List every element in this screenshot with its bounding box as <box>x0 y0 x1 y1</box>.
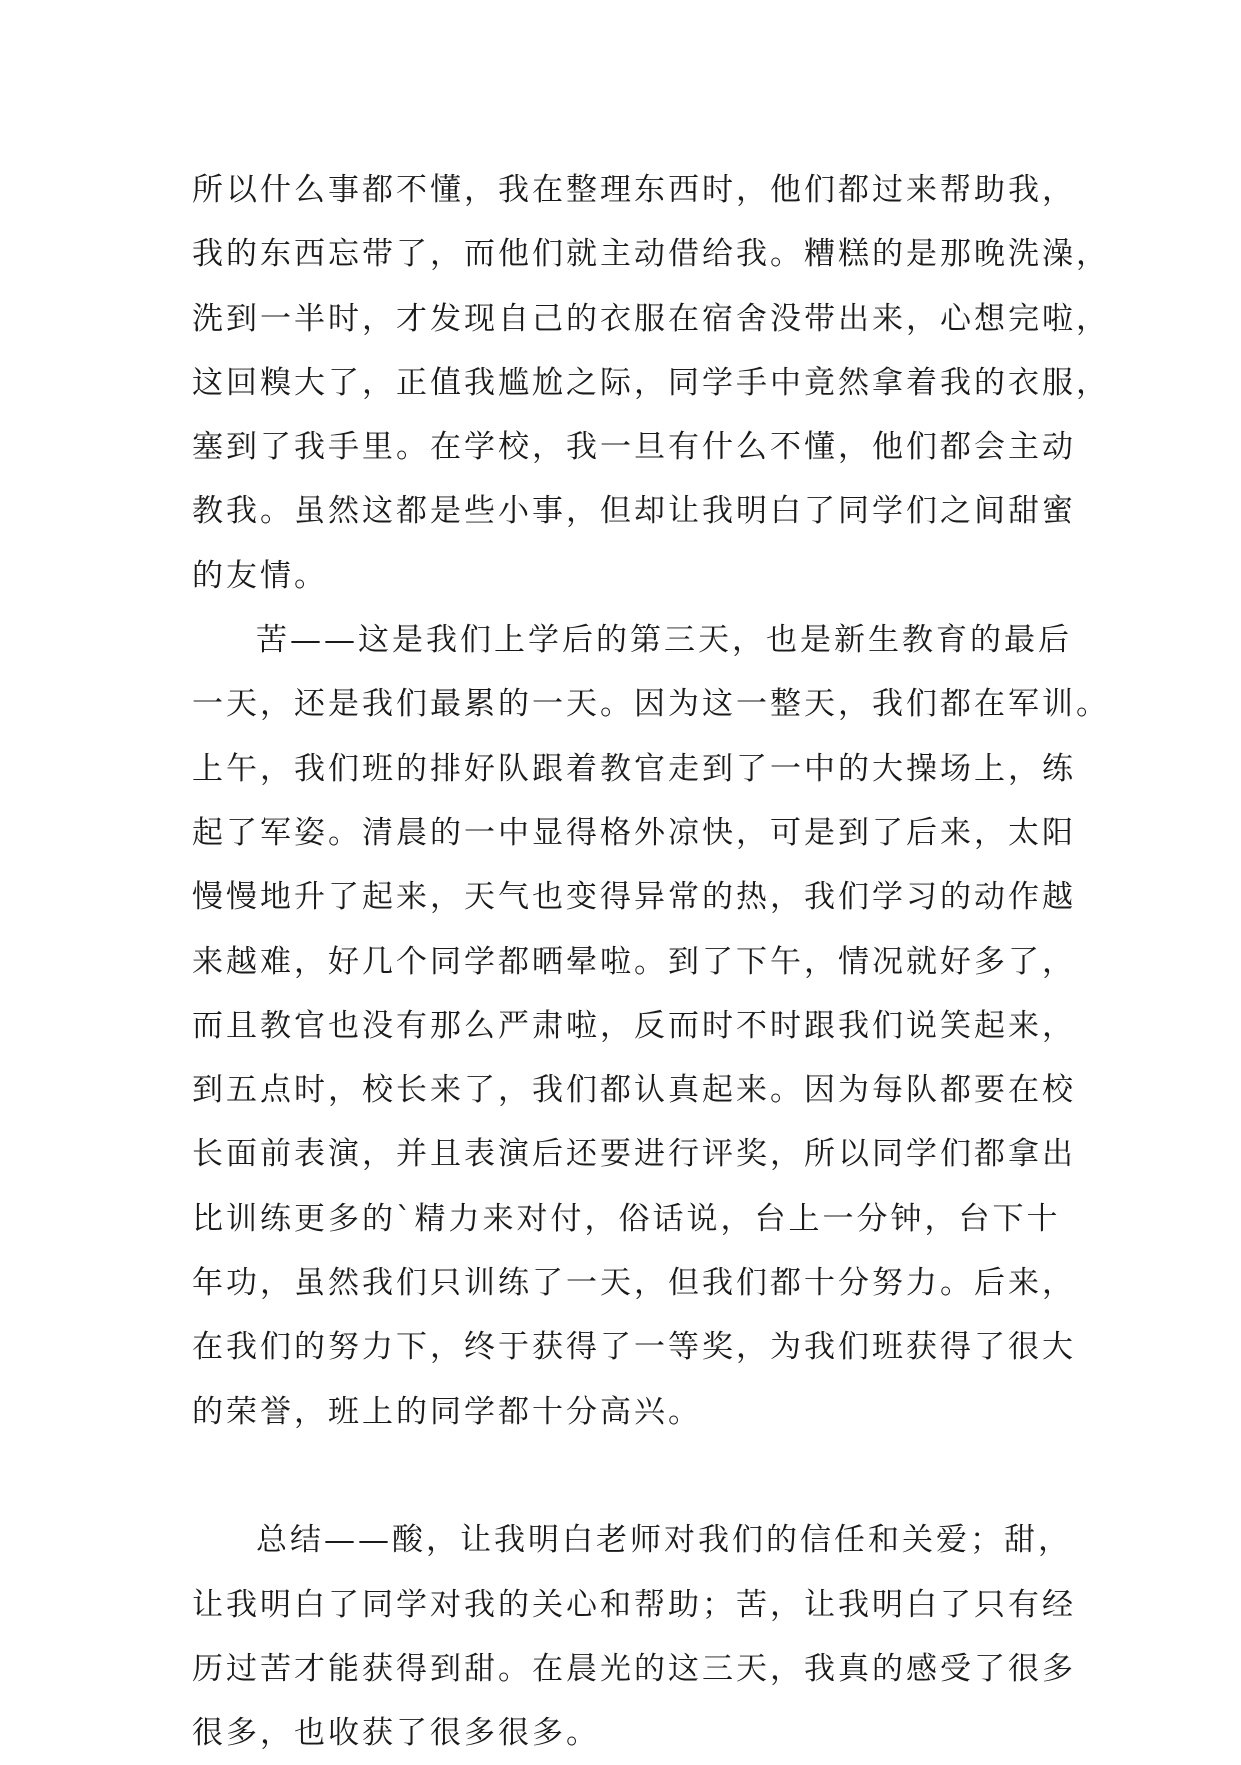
text-line: 总结——酸，让我明白老师对我们的信任和关爱；甜， <box>256 1522 1072 1559</box>
text-line: 在我们的努力下，终于获得了一等奖，为我们班获得了很大 <box>192 1329 1076 1366</box>
paragraph-3 <box>192 1508 1076 1765</box>
paragraph-1 <box>192 158 1110 608</box>
text-line: 洗到一半时，才发现自己的衣服在宿舍没带出来，心想完啦， <box>192 300 1110 337</box>
text-line: 这回糗大了，正值我尴尬之际，同学手中竟然拿着我的衣服， <box>192 364 1110 401</box>
text-line: 让我明白了同学对我的关心和帮助；苦，让我明白了只有经 <box>192 1586 1076 1623</box>
text-line: 所以什么事都不懂，我在整理东西时，他们都过来帮助我， <box>192 172 1076 208</box>
text-line: 慢慢地升了起来，天气也变得异常的热，我们学习的动作越 <box>192 879 1076 916</box>
text-line: 很多，也收获了很多很多。 <box>192 1715 600 1752</box>
text-line: 教我。虽然这都是些小事，但却让我明白了同学们之间甜蜜 <box>192 493 1076 530</box>
text-line: 比训练更多的`精力来对付，俗话说，台上一分钟，台下十 <box>192 1200 1061 1237</box>
text-line: 的友情。 <box>192 557 328 594</box>
text-line: 苦——这是我们上学后的第三天，也是新生教育的最后 <box>256 622 1072 659</box>
text-line: 我的东西忘带了，而他们就主动借给我。糟糕的是那晚洗澡， <box>192 236 1110 273</box>
paragraph-2 <box>192 608 1110 1508</box>
text-line <box>192 1444 1072 1508</box>
text-line: 上午，我们班的排好队跟着教官走到了一中的大操场上，练 <box>192 750 1076 787</box>
text-line: 的荣誉，班上的同学都十分高兴。 <box>192 1393 702 1430</box>
body-text <box>192 158 1110 1765</box>
text-line: 而且教官也没有那么严肃啦，反而时不时跟我们说笑起来， <box>192 1007 1076 1044</box>
text-line: 起了军姿。清晨的一中显得格外凉快，可是到了后来，太阳 <box>192 814 1076 851</box>
text-line: 塞到了我手里。在学校，我一旦有什么不懂，他们都会主动 <box>192 429 1076 466</box>
text-line: 长面前表演，并且表演后还要进行评奖，所以同学们都拿出 <box>192 1136 1076 1173</box>
text-line: 历过苦才能获得到甜。在晨光的这三天，我真的感受了很多 <box>192 1650 1076 1687</box>
text-line: 来越难，好几个同学都晒晕啦。到了下午，情况就好多了， <box>192 943 1076 980</box>
text-line: 年功，虽然我们只训练了一天，但我们都十分努力。后来， <box>192 1265 1076 1302</box>
text-line: 一天，还是我们最累的一天。因为这一整天，我们都在军训。 <box>192 686 1110 723</box>
text-line: 到五点时，校长来了，我们都认真起来。因为每队都要在校 <box>192 1072 1076 1109</box>
